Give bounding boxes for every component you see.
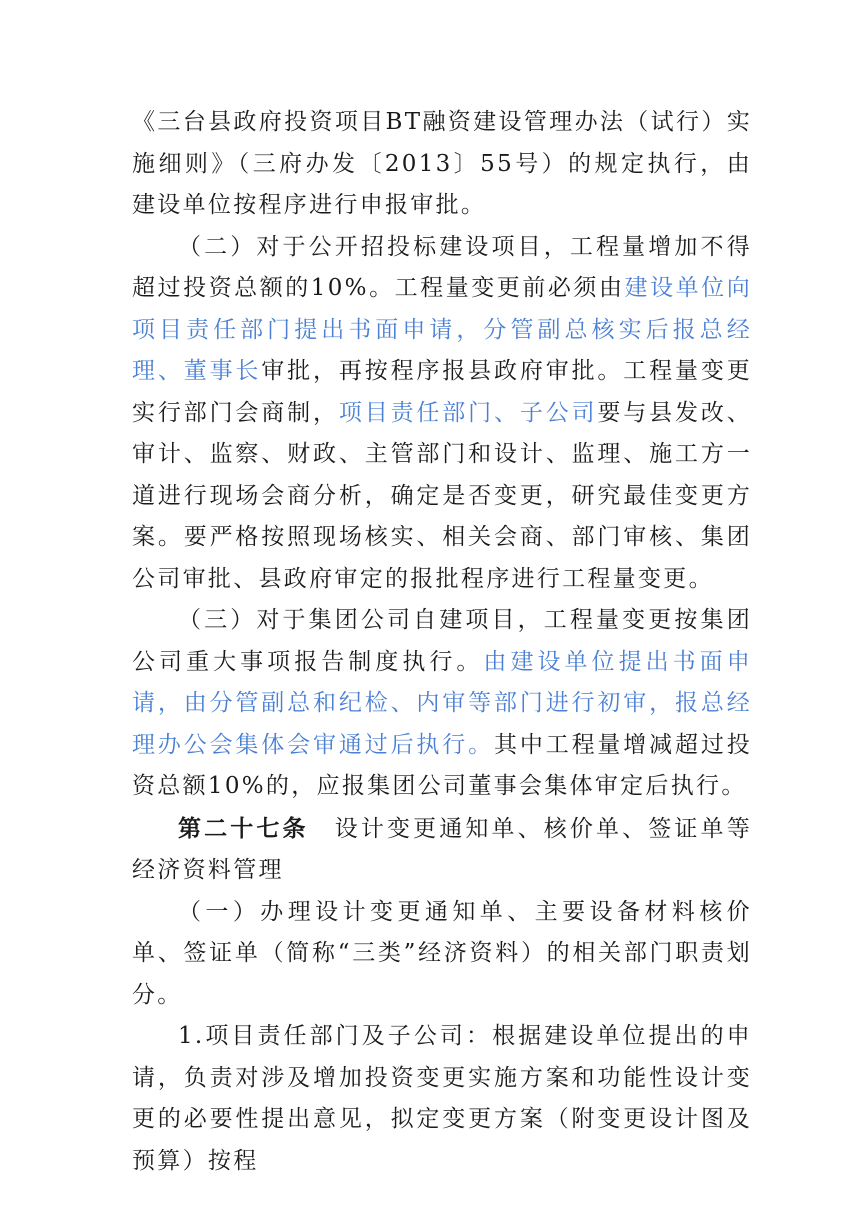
article-number: 第二十七条 [178, 814, 309, 842]
text-run: （一）办理设计变更通知单、主要设备材料核价单、签证单（简称“三类”经济资料）的相关部门职责划分。 [132, 898, 752, 1008]
text-run: 1.项目责任部门及子公司：根据建设单位提出的申请，负责对涉及增加投资变更实施方案和功能性设计变更的必要性提出意见，拟定变更方案（附变更设计图及预算）按程 [132, 1023, 752, 1174]
article-title: 设计变更通知单、核价单、签证单等经济资料管理 [132, 815, 752, 883]
highlighted-text-run: 建设单位向项目责任部门提出书面申请，分管副总核实后报总经理、董事长 [132, 275, 753, 384]
text-run: 其中工程量增减超过投资总额10%的，应报集团公司董事会集体审定后执行。 [132, 731, 753, 799]
highlighted-text-run: 由建设单位提出书面申请，由分管副总和纪检、内审等部门进行初审，报总经理办公会集体会审通过后执行。 [132, 648, 753, 758]
text-run: （三）对于集团公司自建项目，工程量变更按集团公司重大事项报告制度执行。 [132, 607, 752, 675]
paragraph-6 [132, 1016, 752, 1182]
paragraph-5 [132, 892, 752, 1017]
text-run: 审批，再按程序报县政府审批。工程量变更实行部门会商制， [132, 358, 753, 426]
paragraph-3 [132, 600, 752, 808]
article-heading [132, 808, 752, 892]
paragraph-1 [132, 102, 752, 227]
text-run: （二）对于公开招投标建设项目，工程量增加不得超过投资总额的10%。工程量变更前必须由 [132, 233, 752, 301]
text-run: 《三台县政府投资项目BT融资建设管理办法（试行）实施细则》（三府办发〔2013〕55号）的规定执行，由建设单位按程序进行申报审批。 [132, 109, 752, 218]
text-run: 要与县发改、审计、监察、财政、主管部门和设计、监理、施工方一道进行现场会商分析，确定是否变更，研究最佳变更方案。要严格按照现场核实、相关会商、部门审核、集团公司审批、县政府审定的报批程序进行工程量变更。 [132, 399, 753, 592]
paragraph-2 [132, 227, 752, 601]
highlighted-text-run: 项目责任部门、子公司 [338, 399, 598, 426]
document-body [132, 102, 752, 1182]
